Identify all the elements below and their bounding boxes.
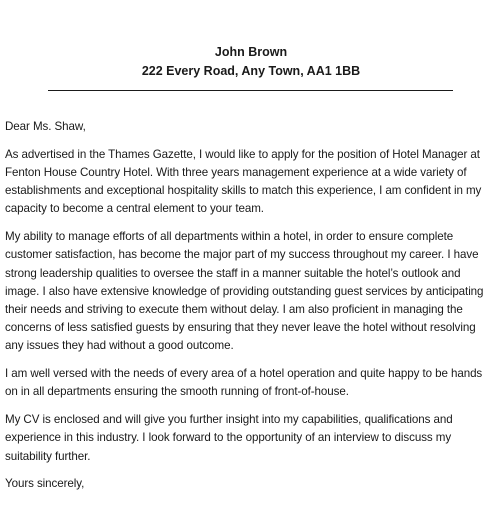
header-divider [48,90,453,91]
sign-off: Yours sincerely, [5,477,85,491]
letter-header [0,43,502,81]
sender-address: 222 Every Road, Any Town, AA1 1BB [141,64,361,78]
salutation: Dear Ms. Shaw, [5,120,86,133]
paragraph-abilities: My ability to manage efforts of all departments within a hotel, in order to ensure complete customer satisfaction, has become the major part of my success throughout my career. I have strong leadership qualities to oversee the staff in a manner suitable the hotel’s outlook and image. I also have extensive knowledge of providing outstanding guest services by anticipating their needs and striving to execute them without delay. I am also proficient in managing the concerns of less satisfied guests by ensuring that they never leave the hotel without resolving any issues they had without a good outcome. [5,230,484,353]
paragraph-intro: As advertised in the Thames Gazette, I would like to apply for the position of Hotel Manager at Fenton House Country Hotel. With three years management experience at a wide variety of establishments and exceptional hospitality skills to match this experience, I am confident in my capacity to become a central element to your team. [5,147,482,216]
paragraph-closing: My CV is enclosed and will give you further insight into my capabilities, qualifications and experience in this industry. I look forward to the opportunity of an interview to discuss my suitability further. [5,413,453,463]
letter-body [5,118,497,503]
paragraph-versatility: I am well versed with the needs of every area of a hotel operation and quite happy to be hands on in all departments ensuring the smooth running of front-of-house. [5,367,483,399]
sender-name: John Brown [214,45,288,59]
